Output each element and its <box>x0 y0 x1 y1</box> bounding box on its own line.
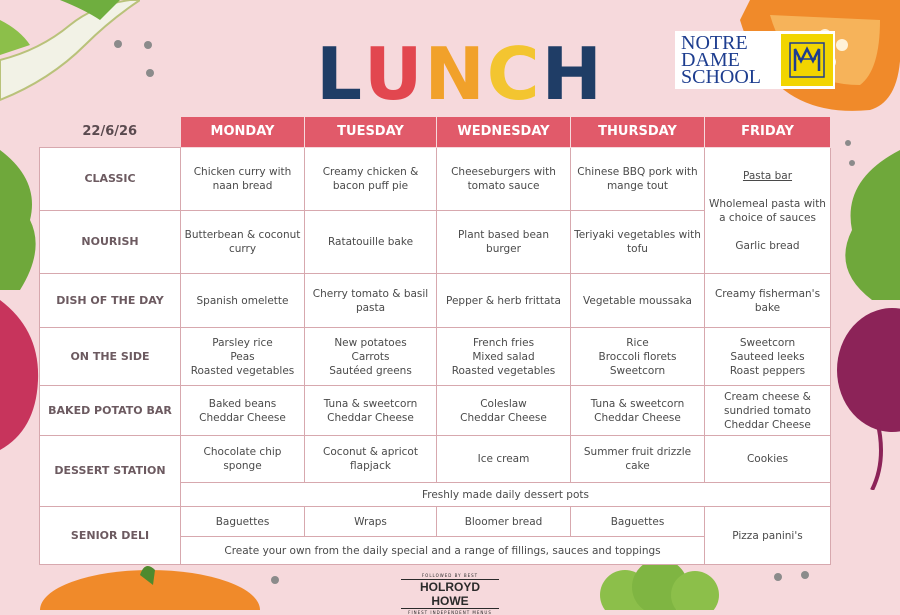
dish-thursday: Vegetable moussaka <box>571 274 705 328</box>
footer-tagline-top: FOLLOWED BY BEST <box>421 573 479 578</box>
side-monday-item: Peas <box>230 350 255 363</box>
lunch-menu-table <box>39 116 831 565</box>
potato-monday-item: Baked beans <box>208 397 277 410</box>
side-monday-item: Parsley rice <box>212 336 273 349</box>
footer-tagline-bottom: FINEST INDEPENDENT MENUS <box>408 610 492 615</box>
side-monday <box>181 328 305 386</box>
station-dish-of-the-day: DISH OF THE DAY <box>40 274 181 328</box>
school-logo <box>675 31 835 89</box>
row-dish-of-the-day <box>40 274 831 328</box>
dessert-monday: Chocolate chip sponge <box>181 436 305 483</box>
classic-thursday: Chinese BBQ pork with mange tout <box>571 148 705 211</box>
side-wednesday <box>437 328 571 386</box>
title-letter: U <box>364 32 425 116</box>
potato-thursday-item: Cheddar Cheese <box>594 411 681 424</box>
classic-tuesday: Creamy chicken & bacon puff pie <box>305 148 437 211</box>
deli-monday: Baguettes <box>181 507 305 537</box>
nourish-monday: Butterbean & coconut curry <box>181 211 305 274</box>
dessert-friday: Cookies <box>705 436 831 483</box>
potato-wednesday-item: Cheddar Cheese <box>460 411 547 424</box>
row-dessert-station <box>40 436 831 483</box>
nourish-thursday: Teriyaki vegetables with tofu <box>571 211 705 274</box>
dish-monday: Spanish omelette <box>181 274 305 328</box>
potato-monday <box>181 386 305 436</box>
potato-friday-item: Cheddar Cheese <box>724 418 811 431</box>
side-thursday <box>571 328 705 386</box>
holroyd-howe-logo <box>395 573 505 615</box>
footer-brand: HOLROYD HOWE <box>401 579 499 609</box>
header-row <box>40 117 831 148</box>
side-wednesday-item: French fries <box>472 336 535 349</box>
school-name-line-1: NOTRE <box>681 31 748 54</box>
side-wednesday-item: Mixed salad <box>472 350 535 363</box>
row-on-the-side <box>40 328 831 386</box>
nourish-tuesday: Ratatouille bake <box>305 211 437 274</box>
friday-pasta-bar <box>705 148 831 274</box>
pasta-bar-title: Pasta bar <box>742 169 793 182</box>
pasta-bar-line-1: Wholemeal pasta with a choice of sauces <box>709 197 826 224</box>
station-dessert: DESSERT STATION <box>40 436 181 507</box>
deli-note: Create your own from the daily special and a range of fillings, sauces and toppings <box>181 537 705 565</box>
title-letter: C <box>486 32 542 116</box>
menu-date: 22/6/26 <box>40 117 181 148</box>
potato-thursday <box>571 386 705 436</box>
dessert-tuesday: Coconut & apricot flapjack <box>305 436 437 483</box>
pasta-bar-line-2: Garlic bread <box>735 239 800 252</box>
side-friday-item: Sauteed leeks <box>730 350 805 363</box>
side-tuesday <box>305 328 437 386</box>
side-thursday-item: Sweetcorn <box>609 364 666 377</box>
side-tuesday-item: Sautéed greens <box>329 364 412 377</box>
dish-friday: Creamy fisherman's bake <box>705 274 831 328</box>
title-letter: L <box>316 32 365 116</box>
side-friday-item: Sweetcorn <box>739 336 796 349</box>
school-name-line-3: SCHOOL <box>681 65 762 88</box>
nourish-wednesday: Plant based bean burger <box>437 211 571 274</box>
potato-friday <box>705 386 831 436</box>
side-friday-item: Roast peppers <box>729 364 806 377</box>
school-name <box>675 31 777 88</box>
deli-thursday: Baguettes <box>571 507 705 537</box>
deli-tuesday: Wraps <box>305 507 437 537</box>
school-crest-icon <box>781 34 833 86</box>
day-header-monday: MONDAY <box>181 117 305 148</box>
station-senior-deli: SENIOR DELI <box>40 507 181 565</box>
side-thursday-item: Broccoli florets <box>598 350 677 363</box>
day-header-friday: FRIDAY <box>705 117 831 148</box>
side-tuesday-item: Carrots <box>351 350 390 363</box>
station-on-the-side: ON THE SIDE <box>40 328 181 386</box>
day-header-thursday: THURSDAY <box>571 117 705 148</box>
potato-thursday-item: Tuna & sweetcorn <box>590 397 685 410</box>
potato-tuesday-item: Cheddar Cheese <box>327 411 414 424</box>
dish-wednesday: Pepper & herb frittata <box>437 274 571 328</box>
dessert-daily-pots: Freshly made daily dessert pots <box>181 483 831 507</box>
potato-wednesday <box>437 386 571 436</box>
day-header-wednesday: WEDNESDAY <box>437 117 571 148</box>
dish-tuesday: Cherry tomato & basil pasta <box>305 274 437 328</box>
deli-friday: Pizza panini's <box>705 507 831 565</box>
row-classic <box>40 148 831 211</box>
station-classic: CLASSIC <box>40 148 181 211</box>
side-thursday-item: Rice <box>626 336 649 349</box>
school-name-line-2: DAME <box>681 48 740 71</box>
potato-monday-item: Cheddar Cheese <box>199 411 286 424</box>
side-monday-item: Roasted vegetables <box>190 364 295 377</box>
day-header-tuesday: TUESDAY <box>305 117 437 148</box>
deli-wednesday: Bloomer bread <box>437 507 571 537</box>
row-senior-deli <box>40 507 831 537</box>
dessert-thursday: Summer fruit drizzle cake <box>571 436 705 483</box>
title-letter: H <box>541 32 604 116</box>
side-friday <box>705 328 831 386</box>
station-nourish: NOURISH <box>40 211 181 274</box>
potato-wednesday-item: Coleslaw <box>480 397 527 410</box>
dessert-wednesday: Ice cream <box>437 436 571 483</box>
side-wednesday-item: Roasted vegetables <box>451 364 556 377</box>
title-letter: N <box>424 32 487 116</box>
row-baked-potato-bar <box>40 386 831 436</box>
potato-tuesday-item: Tuna & sweetcorn <box>323 397 418 410</box>
station-baked-potato-bar: BAKED POTATO BAR <box>40 386 181 436</box>
potato-tuesday <box>305 386 437 436</box>
classic-wednesday: Cheeseburgers with tomato sauce <box>437 148 571 211</box>
classic-monday: Chicken curry with naan bread <box>181 148 305 211</box>
lunch-title <box>316 32 604 116</box>
potato-friday-item: Cream cheese & sundried tomato <box>724 390 811 417</box>
side-tuesday-item: New potatoes <box>334 336 407 349</box>
